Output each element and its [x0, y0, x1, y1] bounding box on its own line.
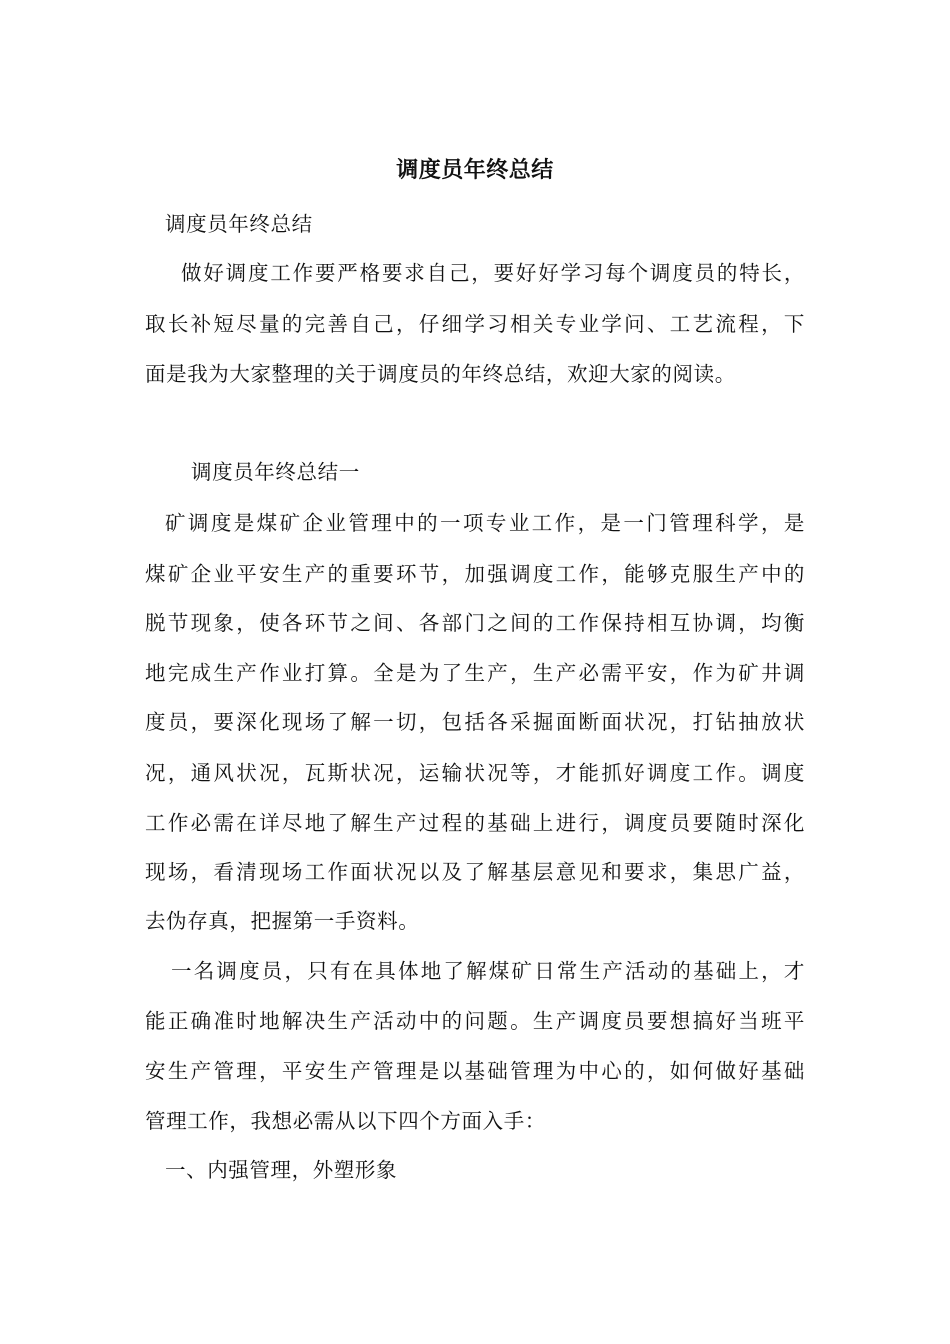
paragraph-line: 度员，要深化现场了解一切，包括各采掘面断面状况，打钻抽放状 [145, 710, 805, 734]
paragraph-line: 脱节现象，使各环节之间、各部门之间的工作保持相互协调，均衡 [145, 611, 805, 635]
paragraph-line: 去伪存真，把握第一手资料。 [145, 909, 420, 933]
paragraph-line: 煤矿企业平安生产的重要环节，加强调度工作，能够克服生产中的 [145, 562, 805, 586]
intro-line: 做好调度工作要严格要求自己，要好好学习每个调度员的特长， [181, 261, 805, 285]
paragraph-line: 管理工作，我想必需从以下四个方面入手： [145, 1109, 546, 1133]
paragraph-line: 况，通风状况，瓦斯状况，运输状况等，才能抓好调度工作。调度 [145, 761, 805, 785]
intro-line: 取长补短尽量的完善自己，仔细学习相关专业学问、工艺流程，下 [145, 312, 805, 336]
section-heading: 调度员年终总结一 [191, 460, 360, 484]
paragraph-line: 矿调度是煤矿企业管理中的一项专业工作，是一门管理科学，是 [165, 511, 805, 535]
paragraph-line: 地完成生产作业打算。全是为了生产，生产必需平安，作为矿井调 [145, 661, 805, 685]
paragraph-line: 现场，看清现场工作面状况以及了解基层意见和要求，集思广益， [145, 860, 805, 884]
intro-line: 面是我为大家整理的关于调度员的年终总结，欢迎大家的阅读。 [145, 362, 736, 386]
document-title: 调度员年终总结 [396, 158, 554, 183]
paragraph-line: 能正确准时地解决生产活动中的问题。生产调度员要想搞好当班平 [145, 1009, 805, 1033]
subheading: 一、内强管理，外塑形象 [165, 1158, 398, 1182]
paragraph-line: 工作必需在详尽地了解生产过程的基础上进行，调度员要随时深化 [145, 811, 805, 835]
paragraph-line: 安生产管理，平安生产管理是以基础管理为中心的，如何做好基础 [145, 1059, 805, 1083]
document-subtitle: 调度员年终总结 [165, 212, 313, 236]
paragraph-line: 一名调度员，只有在具体地了解煤矿日常生产活动的基础上，才 [171, 959, 805, 983]
